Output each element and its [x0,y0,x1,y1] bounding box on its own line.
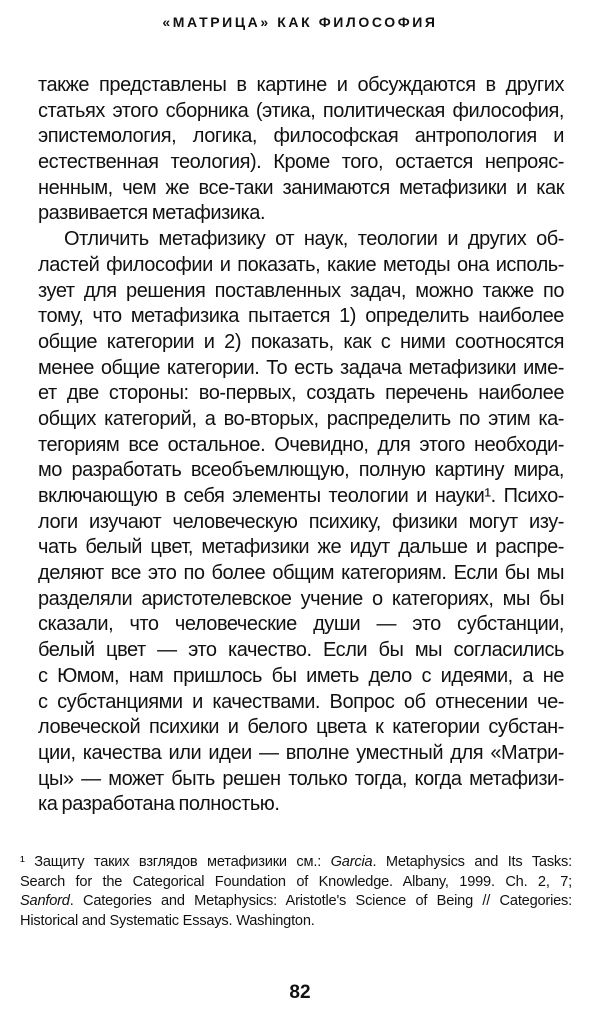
text-line: статьях этого сборника (этика, политическая философия, [38,99,564,122]
text-line: включающую в себя элементы теологии и науки¹. Психо- [38,485,564,507]
text-line: ловеческой психики и белого цвета к категории субстан- [38,716,564,739]
footnote-text: . Categories and Metaphysics: Aristotle's Science of Being // Categories: [69,893,572,910]
text-line: зует для решения поставленных задач, можно также по [38,279,564,302]
text-line: белый цвет — это качество. Если бы мы согласились [38,639,564,662]
text-line: тому, что метафизика пытается 1) определить наиболее [38,305,564,328]
text-line: ции, качества или идеи — вполне уместный для «Матри- [38,741,564,764]
text-line: цы» — может быть решен только тогда, когда метафизи- [38,767,564,790]
text-line: ет две стороны: во-первых, создать перечень наиболее [38,382,564,405]
running-header: «МАТРИЦА» КАК ФИЛОСОФИЯ [162,14,438,30]
text-line: ка разработана полностью. [38,793,280,816]
text-line: тегориям все остальное. Очевидно, для этого необходи- [38,433,564,456]
text-line: ненным, чем же все-таки занимаются метафизики и как [38,176,564,199]
footnote-marker: ¹ [20,854,25,870]
footnote-author: Sanford [20,893,70,910]
text-line: деляют все это по более общим категориям. Если бы мы [38,562,564,585]
text-line: естественная теология). Кроме того, остается непрояс- [38,151,564,174]
text-line: ластей философии и показать, какие методы она исполь- [38,253,564,276]
text-line: также представлены в картине и обсуждаются в других [38,74,564,96]
text-line: с субстанциями и качествами. Вопрос об отнесении че- [38,690,564,713]
paragraph [38,227,564,818]
footnote-line: Search for the Categorical Foundation of Knowledge. Albany, 1999. Ch. 2, 7; [20,873,572,890]
body-text [38,73,564,818]
page-number: 82 [289,982,311,1003]
footnote-line [20,853,572,873]
text-line: менее общие категории. То есть задача метафизики име- [38,356,564,379]
paragraph [38,73,564,227]
text-line: сказали, что человеческие души — это субстанции, [38,613,564,636]
text-line: логи изучают человеческую психику, физики могут изу- [38,510,564,533]
text-line: эпистемология, логика, философская антропология и [38,125,564,148]
text-line: разделяли аристотелевское учение о категориях, мы бы [38,587,564,610]
footnote-line [20,892,572,912]
text-line: чать белый цвет, метафизики же идут дальше и распре- [38,536,564,559]
text-line: с Юмом, нам пришлось бы иметь дело с идеями, а не [38,664,564,687]
text-line: общие категории и 2) показать, как с ними соотносятся [38,330,564,353]
text-line: Отличить метафизику от наук, теологии и других об- [64,228,564,251]
text-line: мо разработать всеобъемлющую, полную картину мира, [38,459,564,482]
footnote [20,853,572,931]
text-line: общих категорий, а во-вторых, распределить по этим ка- [38,407,564,430]
footnote-text: Защиту таких взглядов метафизики см.: [24,854,331,870]
footnote-author: Garcia [330,854,373,870]
text-line: развивается метафизика. [38,202,266,225]
footnote-line: Historical and Systematic Essays. Washington. [20,912,315,929]
footnote-text: . Metaphysics and Its Tasks: [372,854,572,870]
